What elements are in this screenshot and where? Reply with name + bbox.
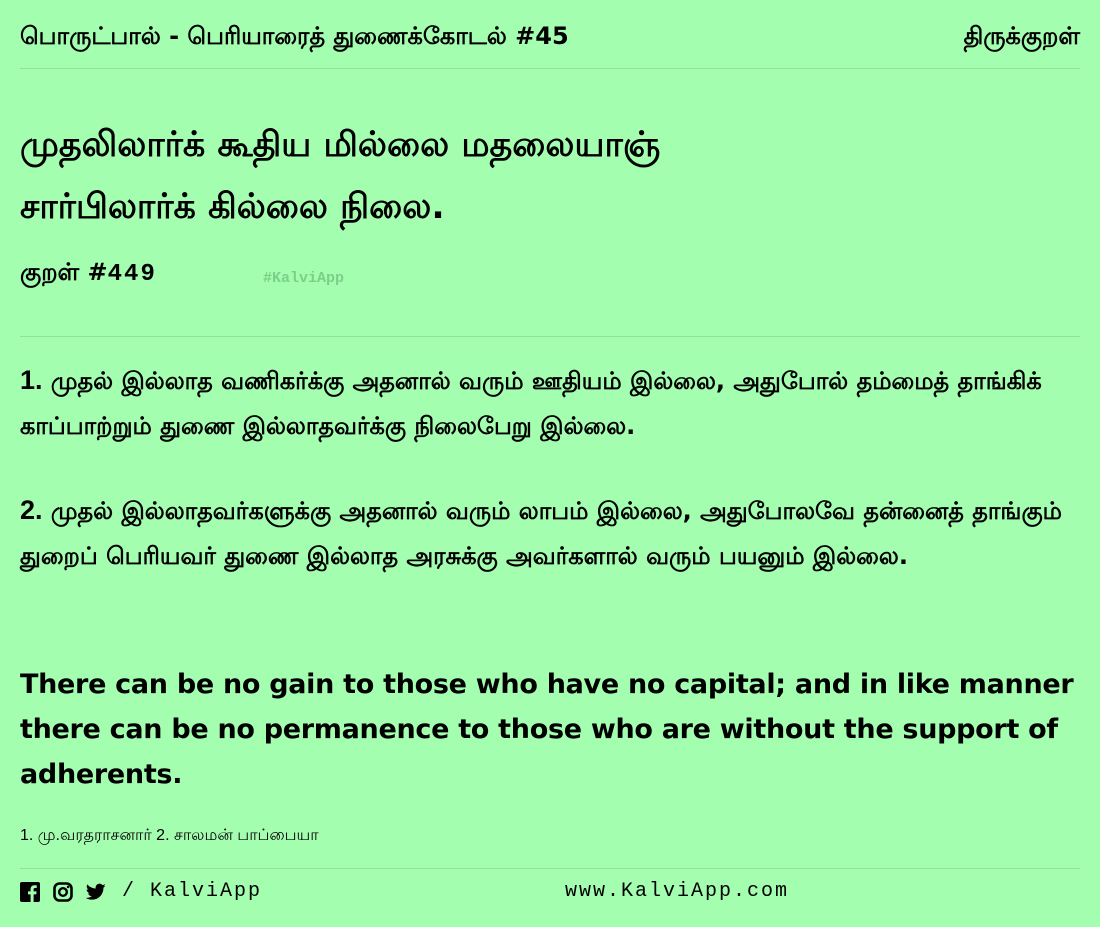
twitter-icon[interactable] [86,882,106,902]
facebook-icon[interactable] [20,882,40,902]
english-translation: There can be no gain to those who have no capital; and in like manner there can be no permanence to those who are without the support of adherents. [20,669,1074,790]
kural-number-value: 449 [107,261,157,288]
instagram-icon[interactable] [53,882,73,902]
section-title: பொருட்பால் - பெரியாரைத் துணைக்கோடல் #45 [20,22,569,50]
header [20,22,1080,69]
explanation-index: 2. [20,495,43,525]
footer [20,878,1080,908]
kural-line-1: முதலிலார்க் கூதிய மில்லை மதலையாஞ் [20,125,661,165]
divider-bottom [20,868,1080,869]
explanation-2 [20,488,1080,579]
explanation-text: முதல் இல்லாத வணிகர்க்கு அதனால் வரும் ஊதியம் இல்லை, அதுபோல் தம்மைத் தாங்கிக் காப்பாற்றும் துணை இல்லாதவர்க்கு நிலைபேறு இல்லை. [20,367,1042,440]
explanation-text: முதல் இல்லாதவர்களுக்கு அதனால் வரும் லாபம் இல்லை, அதுபோலவே தன்னைத் தாங்கும் துறைப் பெரியவர் துணை இல்லாத அரசுக்கு அவர்களால் வரும் பயனும் இல்லை. [20,497,1062,570]
kural-number [20,258,157,289]
kural-meta [20,258,620,288]
divider-top [20,336,1080,337]
explanation-1 [20,358,1080,449]
footer-handle[interactable]: / KalviApp [122,880,263,903]
kural-verse [20,114,1080,238]
credits: 1. மு.வரதராசனார் 2. சாலமன் பாப்பையா [20,827,319,844]
hashtag: #KalviApp [263,270,345,287]
kural-line-2: சார்பிலார்க் கில்லை நிலை. [20,187,445,227]
footer-website[interactable]: www.KalviApp.com [565,880,790,903]
explanation-index: 1. [20,365,43,395]
brand-title: திருக்குறள் [963,22,1080,50]
page [20,0,1080,927]
kural-number-label: குறள் # [20,258,108,286]
